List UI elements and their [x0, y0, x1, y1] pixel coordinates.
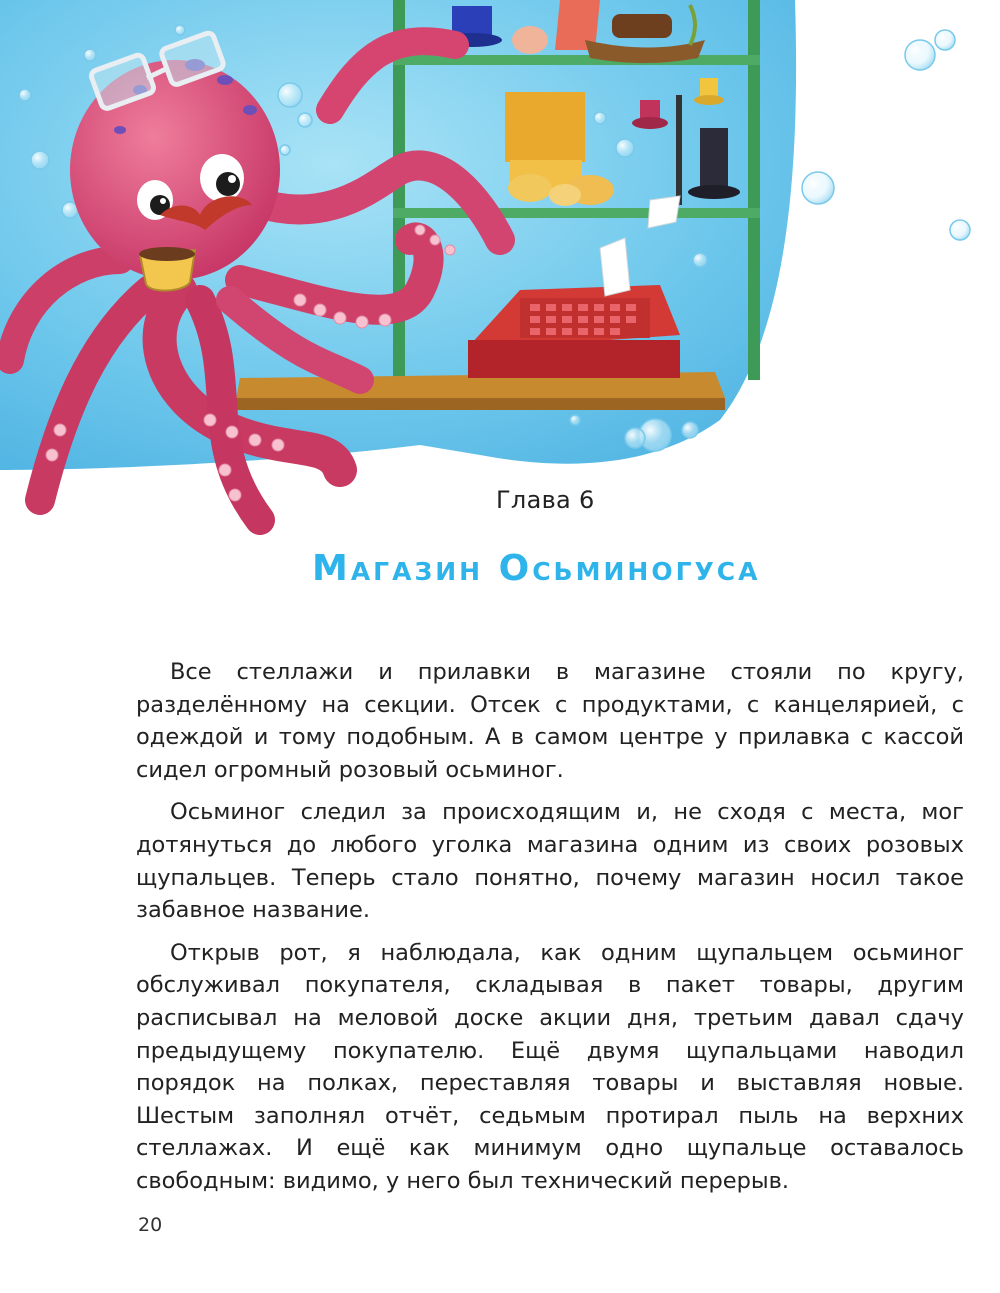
page-number: 20	[138, 1214, 163, 1236]
paragraph: Открыв рот, я наблюдала, как одним щупальцем осьминог обслуживал покупателя, складывая в пакет товары, другим расписывал на меловой доске акции дня, третьим давал сдачу предыдущему покупателю. Ещё двумя щупальцами наводил порядок на полках, переставляя товары и выставляя новые. Шестым заполнял отчёт, седьмым протирал пыль на верхних стеллажах. И ещё как минимум одно щупальце оставалось свободным: видимо, у него был технический перерыв.	[136, 939, 964, 1194]
teacup-icon	[139, 247, 195, 291]
paragraph: Осьминог следил за происходящим и, не сходя с места, мог дотянуться до любого уголка магазина одним из своих розовых щупальцев. Теперь стало понятно, почему магазин носил такое забавное название.	[136, 799, 964, 924]
chapter-illustration	[0, 0, 1000, 560]
chapter-title: Магазин Осьминогуса	[312, 548, 761, 589]
chapter-label: Глава 6	[496, 486, 595, 514]
paragraph: Все стеллажи и прилавки в магазине стояли по кругу, разделённому на секции. Отсек с продуктами, с канцелярией, с одеждой и тому подобным. А в самом центре у прилавка с кассой сидел огромный розовый осьминог.	[136, 659, 964, 783]
chapter-body	[136, 656, 964, 1208]
